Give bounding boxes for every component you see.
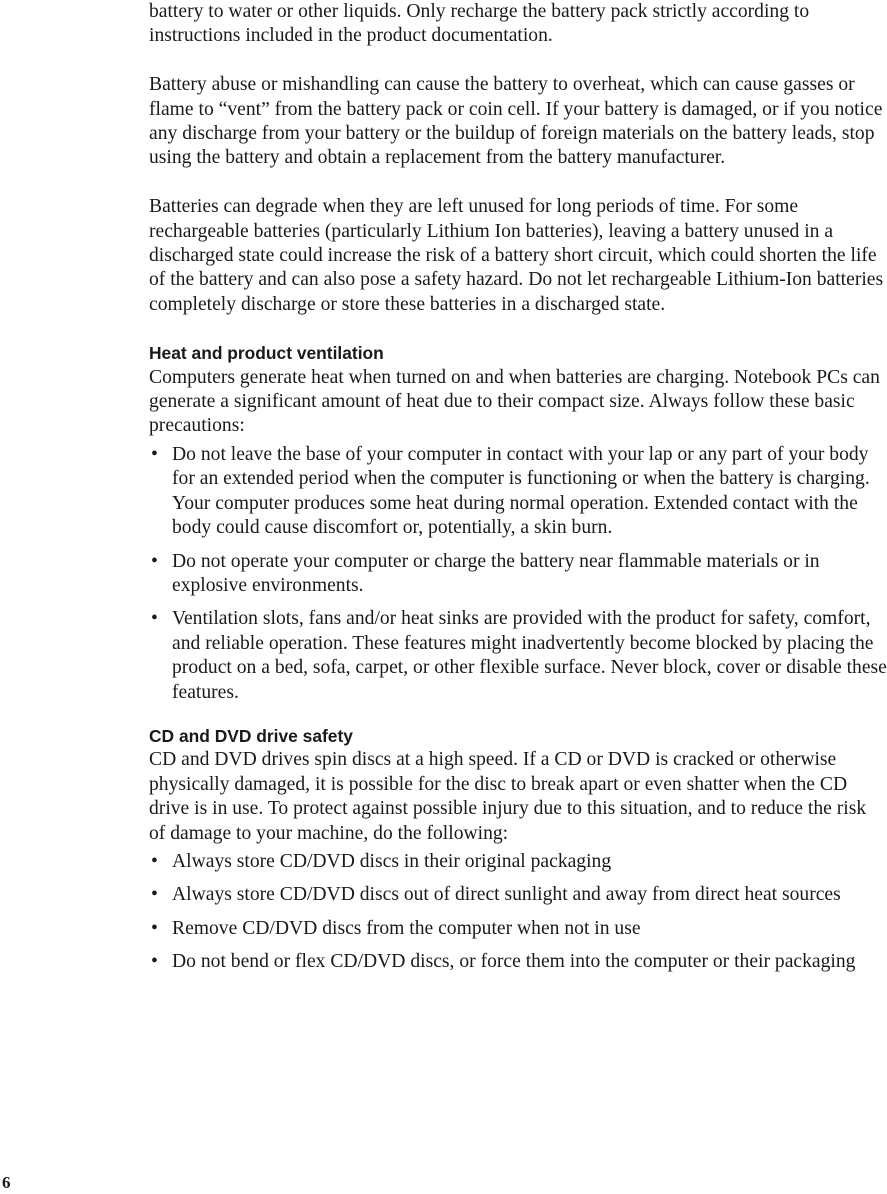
cd-dvd-precautions-list: [149, 850, 887, 975]
heat-ventilation-intro: Computers generate heat when turned on and when batteries are charging. Notebook PCs can generate a significant amount of heat due to their compact size. Always follow these basic precautions:: [149, 366, 880, 437]
heat-precautions-list: [149, 443, 887, 705]
cd-dvd-safety-section: [149, 724, 887, 975]
heat-ventilation-heading: Heat and product ventilation: [149, 343, 384, 364]
list-item-text: Ventilation slots, fans and/or heat sinks are provided with the product for safety, comfort, and reliable operation. These features might inadvertently become blocked by placing the product on a bed, sofa, carpet, or other flexible surface. Never block, cover or disable these features.: [172, 608, 887, 703]
bullet-glyph: •: [151, 850, 158, 872]
list-item: [149, 850, 887, 874]
bullet-glyph: •: [151, 550, 158, 572]
list-item: [149, 883, 887, 907]
list-item: [149, 607, 887, 705]
list-item: [149, 550, 887, 599]
bullet-glyph: •: [151, 951, 158, 973]
list-item-text: Always store CD/DVD discs in their original packaging: [172, 850, 612, 872]
list-item-text: Remove CD/DVD discs from the computer when not in use: [172, 917, 641, 939]
list-item-text: Do not leave the base of your computer in contact with your lap or any part of your body for an extended period when the computer is functioning or when the battery is charging. Your computer produces some heat during normal operation. Extended contact with the body could cause discomfort or, potentially, a skin burn.: [172, 443, 870, 539]
list-item: [149, 443, 887, 541]
battery-liquids-paragraph: battery to water or other liquids. Only recharge the battery pack strictly according to instructions included in the product documentation.: [149, 1, 810, 47]
list-item-text: Do not bend or flex CD/DVD discs, or force them into the computer or their packaging: [172, 951, 856, 973]
list-item-text: Do not operate your computer or charge the battery near flammable materials or in explosive environments.: [172, 550, 820, 596]
heat-ventilation-section: [149, 341, 887, 705]
list-item: [149, 950, 887, 974]
list-item-text: Always store CD/DVD discs out of direct sunlight and away from direct heat sources: [172, 884, 841, 906]
bullet-glyph: •: [151, 443, 158, 465]
bullet-glyph: •: [151, 917, 158, 939]
list-item: [149, 917, 887, 941]
bullet-glyph: •: [151, 608, 158, 630]
cd-dvd-safety-intro: CD and DVD drives spin discs at a high speed. If a CD or DVD is cracked or otherwise physically damaged, it is possible for the disc to break apart or even shatter when the CD drive is in use. To protect against possible injury due to this situation, and to reduce the risk of damage to your machine, do the following:: [149, 749, 867, 844]
page-number: 6: [2, 1173, 11, 1192]
bullet-glyph: •: [151, 884, 158, 906]
document-page: [149, 0, 887, 984]
battery-abuse-paragraph: Battery abuse or mishandling can cause the battery to overheat, which can cause gasses or flame to “vent” from the battery pack or coin cell. If your battery is damaged, or if you notice any discharge from your battery or the buildup of foreign materials on the battery leads, stop using the battery and obtain a replacement from the battery manufacturer.: [149, 74, 883, 169]
cd-dvd-safety-heading: CD and DVD drive safety: [149, 725, 353, 746]
battery-degrade-paragraph: Batteries can degrade when they are left unused for long periods of time. For some rechargeable batteries (particularly Lithium Ion batteries), leaving a battery unused in a discharged state could increase the risk of a battery short circuit, which could shorten the life of the battery and can also pose a safety hazard. Do not let rechargeable Lithium-Ion batteries completely discharge or store these batteries in a discharged state.: [149, 196, 884, 315]
